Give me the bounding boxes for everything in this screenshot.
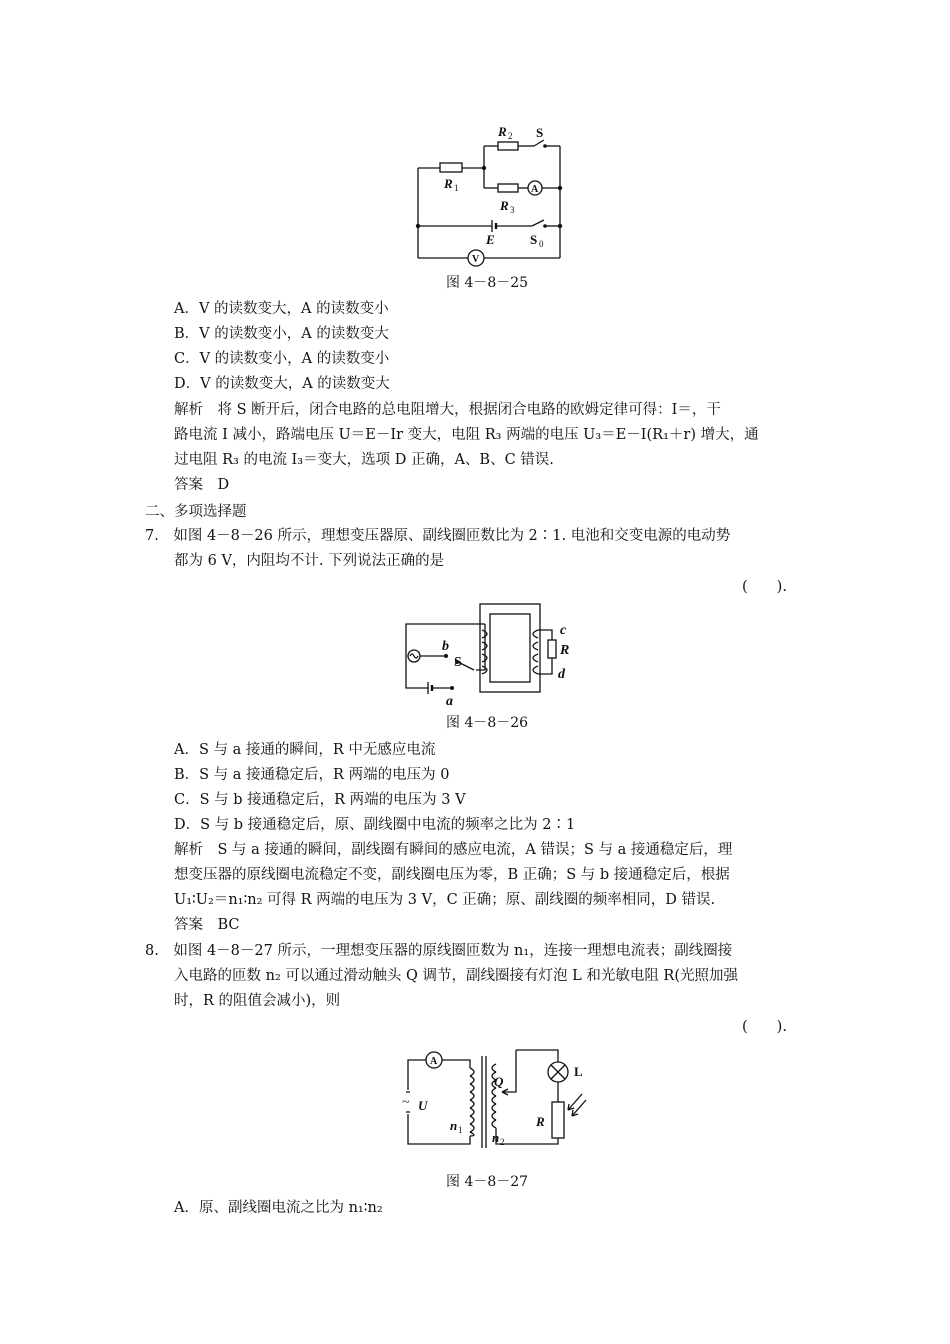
label-a: a: [446, 694, 453, 708]
label-ammeter: A: [531, 184, 539, 195]
label-ac-tilde: ~: [402, 1095, 410, 1110]
q7-stem-line-2: 都为 6 V，内阻均不计. 下列说法正确的是: [174, 553, 445, 569]
label-r: R: [536, 1114, 545, 1129]
label-s0-sub: 0: [539, 239, 544, 249]
label-r2-sub: 2: [508, 131, 513, 141]
q6-answer: 答案 D: [174, 477, 230, 493]
q8-option-a: A．原、副线圈电流之比为 n₁∶n₂: [174, 1200, 383, 1216]
transformer-figure-4-8-27: [398, 1044, 598, 1156]
label-b: b: [442, 639, 449, 654]
label-ammeter: A: [430, 1056, 438, 1067]
section-heading: 二、多项选择题: [145, 504, 247, 520]
q7-stem-line-1: 7. 如图 4－8－26 所示，理想变压器原、副线圈匝数比为 2∶1. 电池和交变电源的电动势: [145, 528, 731, 544]
label-u: U: [418, 1098, 428, 1113]
label-r: R: [560, 643, 570, 658]
label-e: E: [486, 232, 495, 247]
label-voltmeter: V: [472, 254, 480, 265]
circuit-figure-4-8-25: [410, 120, 570, 268]
q6-option-d: D．V 的读数变大，A 的读数变大: [174, 376, 390, 392]
q6-analysis-line-1: 解析 将 S 断开后，闭合电路的总电阻增大，根据闭合电路的欧姆定律可得：I＝，干: [174, 402, 721, 418]
q6-analysis-line-2: 路电流 I 减小，路端电压 U＝E－Ir 变大，电阻 R₃ 两端的电压 U₃＝E－I(R₁＋r) 增大，通: [174, 427, 759, 443]
q7-option-d: D．S 与 b 接通稳定后，原、副线圈中电流的频率之比为 2∶1: [174, 817, 576, 833]
q7-analysis-line-1: 解析 S 与 a 接通的瞬间，副线圈有瞬间的感应电流，A 错误；S 与 a 接通稳定后，理: [174, 842, 733, 858]
transformer-figure-4-8-26: [400, 600, 590, 708]
q6-option-a: A．V 的读数变大，A 的读数变小: [174, 301, 389, 317]
figure-caption-4-8-26: 图 4－8－26: [446, 715, 529, 731]
label-n1: n: [450, 1118, 458, 1133]
q7-answer-paren: ( ).: [742, 579, 787, 595]
q7-analysis-line-2: 想变压器的原线圈电流稳定不变，副线圈电压为零，B 正确；S 与 b 接通稳定后，根据: [174, 867, 730, 883]
label-q: Q: [494, 1074, 504, 1089]
q8-stem-line-2: 入电路的匝数 n₂ 可以通过滑动触头 Q 调节，副线圈接有灯泡 L 和光敏电阻 R(光照加强: [174, 968, 739, 984]
q7-option-b: B．S 与 a 接通稳定后，R 两端的电压为 0: [174, 767, 450, 783]
q7-analysis-line-3: U₁∶U₂＝n₁∶n₂ 可得 R 两端的电压为 3 V，C 正确；原、副线圈的频率相同，D 错误.: [174, 892, 716, 908]
q6-option-b: B．V 的读数变小，A 的读数变大: [174, 326, 389, 342]
label-switch-s: S: [454, 655, 462, 670]
figure-caption-4-8-27: 图 4－8－27: [446, 1174, 529, 1190]
label-n2: n: [492, 1130, 500, 1145]
label-r1: R: [444, 176, 453, 191]
q8-stem-line-1: 8. 如图 4－8－27 所示，一理想变压器的原线圈匝数为 n₁，连接一理想电流表；副线圈接: [145, 943, 733, 959]
q7-answer: 答案 BC: [174, 917, 240, 933]
label-r3-sub: 3: [510, 205, 515, 215]
q6-analysis-line-3: 过电阻 R₃ 的电流 I₃＝变大，选项 D 正确，A、B、C 错误.: [174, 452, 554, 468]
label-r1-sub: 1: [454, 183, 459, 193]
q6-option-c: C．V 的读数变小，A 的读数变小: [174, 351, 390, 367]
label-n1-sub: 1: [458, 1125, 463, 1135]
label-s: S: [536, 125, 544, 140]
label-lamp-l: L: [574, 1064, 583, 1079]
q7-option-c: C．S 与 b 接通稳定后，R 两端的电压为 3 V: [174, 792, 466, 808]
label-r2: R: [498, 124, 507, 139]
q8-answer-paren: ( ).: [742, 1019, 787, 1035]
figure-caption-4-8-25: 图 4－8－25: [446, 275, 529, 291]
q7-option-a: A．S 与 a 接通的瞬间，R 中无感应电流: [174, 742, 436, 758]
label-r3: R: [500, 198, 509, 213]
label-s0: S: [530, 232, 538, 247]
label-n2-sub: 2: [500, 1137, 505, 1147]
q8-stem-line-3: 时，R 的阻值会减小)，则: [174, 993, 341, 1009]
label-d: d: [558, 667, 565, 682]
label-c: c: [560, 623, 567, 638]
